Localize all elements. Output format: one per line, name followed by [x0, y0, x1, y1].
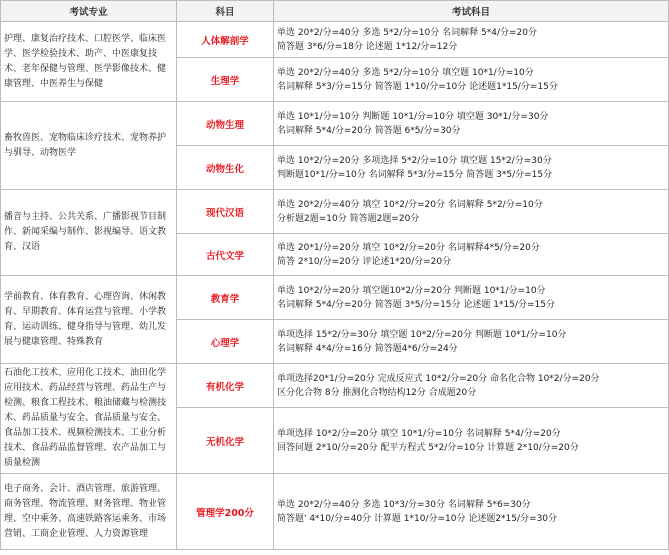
content-line: 回答问题 2*10/分=20分 配平方程式 5*2/分=10分 计算题 2*10/分=20分	[277, 442, 579, 453]
content-cell	[274, 58, 669, 102]
content-cell	[274, 102, 669, 146]
major-cell: 石油化工技术、应用化工技术、油田化学应用技术、药品经营与管理、药品生产与检测、粮食工程技术、粮油储藏与检测技术、药品质量与安全、食品质量与安全、食品加工技术、视频检测技术、工业分析技术、食品药品监督管理、农产品加工与质量检测	[1, 364, 177, 474]
content-line: 简答题 3*6/分=18分 论述题 1*12/分=12分	[277, 41, 458, 52]
content-cell	[274, 190, 669, 234]
content-line: 判断题10*1/分=10分 名词解释 5*3/分=15分 简答题 3*5/分=15分	[277, 169, 553, 180]
header-subject: 科目	[177, 1, 274, 22]
content-cell	[274, 234, 669, 276]
subject-cell: 动物生化	[177, 146, 274, 190]
content-line: 名词解释 5*3/分=15分 简答题 1*10/分=10分 论述题1*15/分=15分	[277, 81, 558, 92]
content-line: 名词解释 5*4/分=20分 简答题 6*5/分=30分	[277, 125, 461, 136]
content-cell	[274, 320, 669, 364]
content-line: 名词解释 5*4/分=20分 简答题 3*5/分=15分 论述题 1*15/分=15分	[277, 299, 555, 310]
content-line: 单选 20*2/分=40分 多选 5*2/分=10分 名词解释 5*4/分=20分	[277, 27, 537, 38]
major-cell: 学前教育、体育教育、心理咨询、休闲教育、早期教育、体育运营与管理、小学教育、运动训练、健身指导与管理、幼儿发展与健康管理、特殊教育	[1, 276, 177, 364]
content-line: 单项选择 10*2/分=20分 填空 10*1/分=10分 名词解释 5*4/分=20分	[277, 428, 561, 439]
content-cell	[274, 22, 669, 58]
subject-cell: 现代汉语	[177, 190, 274, 234]
table-row	[1, 474, 669, 550]
subject-cell: 古代文学	[177, 234, 274, 276]
subject-cell: 心理学	[177, 320, 274, 364]
major-cell: 畜牧兽医、宠物临床诊疗技术、宠物养护与驯导、动物医学	[1, 102, 177, 190]
content-cell	[274, 276, 669, 320]
table-row	[1, 22, 669, 58]
content-line: 单选 10*2/分=20分 多项选择 5*2/分=10分 填空题 15*2/分=30分	[277, 155, 552, 166]
table-header-row	[1, 1, 669, 22]
content-cell	[274, 364, 669, 408]
subject-cell: 人体解剖学	[177, 22, 274, 58]
content-line: 名词解释 4*4/分=16分 简答题4*6/分=24分	[277, 343, 458, 354]
content-cell	[274, 146, 669, 190]
major-cell: 电子商务、会计、酒店管理、旅游管理、商务管理、物流管理、财务管理、物业管理、空中乘务、高速铁路客运乘务、市场营销、工商企业管理、人力资源管理	[1, 474, 177, 550]
header-content: 考试科目	[274, 1, 669, 22]
content-line: 单项选择 15*2/分=30分 填空题 10*2/分=20分 判断题 10*1/分=10分	[277, 329, 567, 340]
content-line: 单选 20*1/分=20分 填空 10*2/分=20分 名词解释4*5/分=20分	[277, 242, 540, 253]
table-row	[1, 102, 669, 146]
content-line: 区分化合物 8分 推测化合物结构12分 合成题20分	[277, 387, 477, 398]
table-row	[1, 190, 669, 234]
content-cell	[274, 474, 669, 550]
content-line: 单选 10*1/分=10分 判断题 10*1/分=10分 填空题 30*1/分=30分	[277, 111, 549, 122]
subject-cell: 生理学	[177, 58, 274, 102]
content-line: 单选 20*2/分=40分 多选 5*2/分=10分 填空题 10*1/分=10分	[277, 67, 534, 78]
content-cell	[274, 408, 669, 474]
major-cell: 护理、康复治疗技术、口腔医学、临床医学、医学检验技术、助产、中医康复技术、老年保健与管理、医学影像技术、健康管理、中医养生与保健	[1, 22, 177, 102]
table-row	[1, 364, 669, 408]
content-line: 分析题2题=10分 简答题2题=20分	[277, 213, 420, 224]
subject-cell: 无机化学	[177, 408, 274, 474]
header-major: 考试专业	[1, 1, 177, 22]
content-line: 单选 20*2/分=40分 填空 10*2/分=20分 名词解释 5*2/分=10分	[277, 199, 543, 210]
content-line: 单选 10*2/分=20分 填空题10*2/分=20分 判断题 10*1/分=10分	[277, 285, 546, 296]
subject-cell: 管理学200分	[177, 474, 274, 550]
table-row	[1, 276, 669, 320]
major-cell: 播音与主持、公共关系、广播影视节目制作、新闻采编与制作、影视编导、语文教育、汉语	[1, 190, 177, 276]
subject-cell: 教育学	[177, 276, 274, 320]
subject-cell: 有机化学	[177, 364, 274, 408]
content-line: 单项选择20*1/分=20分 完成反应式 10*2/分=20分 命名化合物 10*2/分=20分	[277, 373, 600, 384]
content-line: 简答 2*10/分=20分 评论述1*20/分=20分	[277, 256, 452, 267]
subject-cell: 动物生理	[177, 102, 274, 146]
content-line: 单选 20*2/分=40分 多选 10*3/分=30分 名词解释 5*6=30分	[277, 499, 531, 510]
content-line: 简答题' 4*10/分=40分 计算题 1*10/分=10分 论述题2*15/分=30分	[277, 513, 558, 524]
